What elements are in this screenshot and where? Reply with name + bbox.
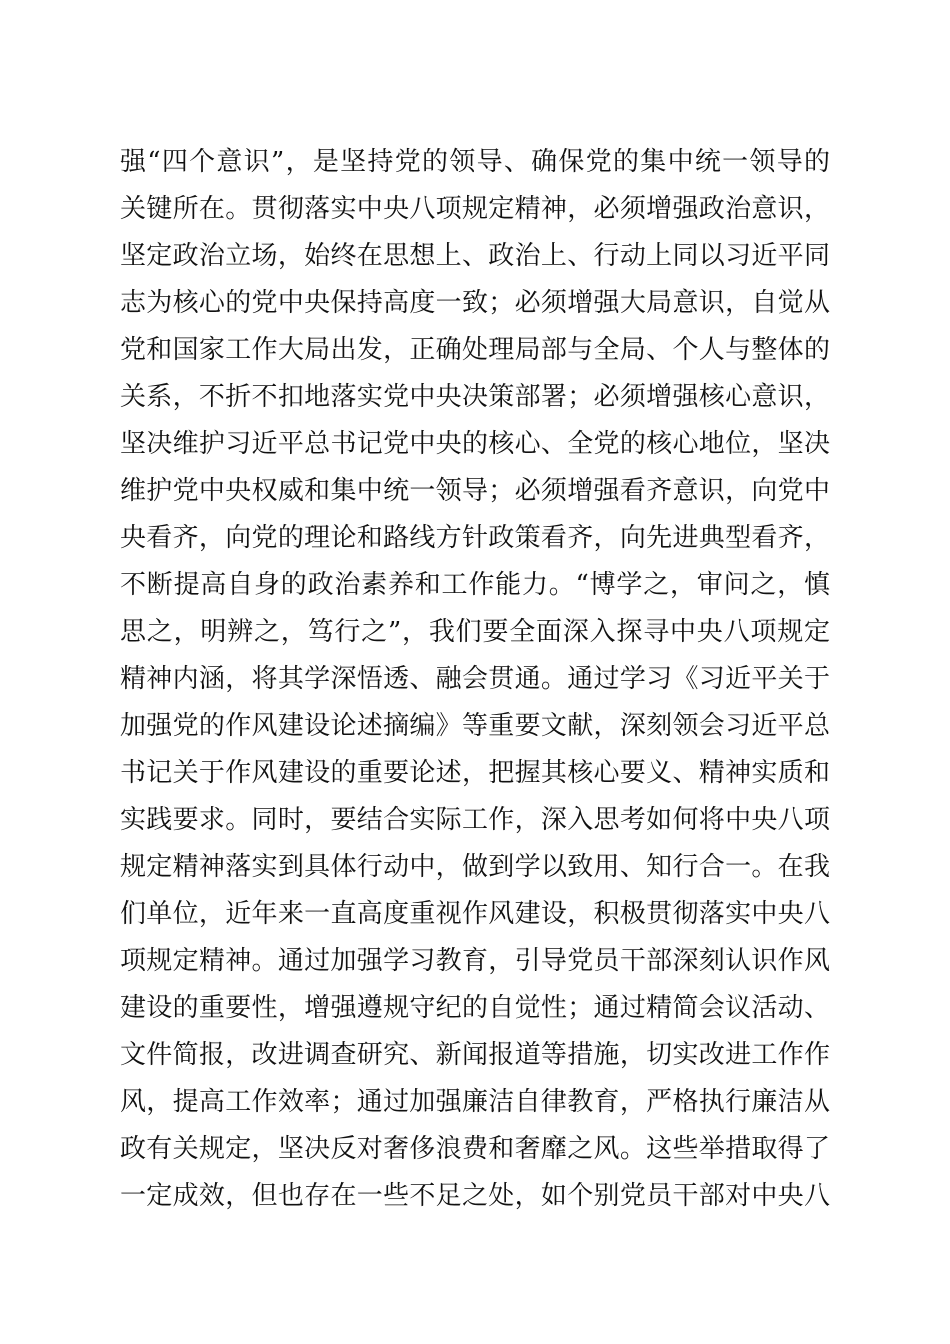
text-line: 关系，不折不扣地落实党中央决策部署；必须增强核心意识， bbox=[120, 382, 830, 412]
text-line: 坚定政治立场，始终在思想上、政治上、行动上同以习近平同 bbox=[120, 241, 830, 271]
text-line: 加强党的作风建设论述摘编》等重要文献，深刻领会习近平总 bbox=[120, 711, 830, 741]
text-line: 志为核心的党中央保持高度一致；必须增强大局意识，自觉从 bbox=[120, 288, 830, 318]
text-line: 们单位，近年来一直高度重视作风建设，积极贯彻落实中央八 bbox=[120, 899, 830, 929]
text-line: 强“四个意识”，是坚持党的领导、确保党的集中统一领导的 bbox=[120, 147, 830, 177]
text-line: 政有关规定，坚决反对奢侈浪费和奢靡之风。这些举措取得了 bbox=[120, 1134, 830, 1164]
text-line: 不断提高自身的政治素养和工作能力。“博学之，审问之，慎 bbox=[120, 570, 830, 600]
text-line: 思之，明辨之，笃行之”，我们要全面深入探寻中央八项规定 bbox=[120, 617, 830, 647]
text-line: 实践要求。同时，要结合实际工作，深入思考如何将中央八项 bbox=[120, 805, 830, 835]
text-line: 一定成效，但也存在一些不足之处，如个别党员干部对中央八 bbox=[120, 1181, 830, 1211]
text-line: 央看齐，向党的理论和路线方针政策看齐，向先进典型看齐， bbox=[120, 523, 830, 553]
body-paragraph bbox=[120, 139, 830, 1220]
text-line: 坚决维护习近平总书记党中央的核心、全党的核心地位，坚决 bbox=[120, 429, 830, 459]
text-line: 精神内涵，将其学深悟透、融会贯通。通过学习《习近平关于 bbox=[120, 664, 830, 694]
text-line: 建设的重要性，增强遵规守纪的自觉性；通过精简会议活动、 bbox=[120, 993, 830, 1023]
text-line: 书记关于作风建设的重要论述，把握其核心要义、精神实质和 bbox=[120, 758, 830, 788]
text-line: 规定精神落实到具体行动中，做到学以致用、知行合一。在我 bbox=[120, 852, 830, 882]
text-line: 风，提高工作效率；通过加强廉洁自律教育，严格执行廉洁从 bbox=[120, 1087, 830, 1117]
text-line: 关键所在。贯彻落实中央八项规定精神，必须增强政治意识， bbox=[120, 194, 830, 224]
text-line: 党和国家工作大局出发，正确处理局部与全局、个人与整体的 bbox=[120, 335, 830, 365]
text-line: 项规定精神。通过加强学习教育，引导党员干部深刻认识作风 bbox=[120, 946, 830, 976]
text-line: 维护党中央权威和集中统一领导；必须增强看齐意识，向党中 bbox=[120, 476, 830, 506]
text-line: 文件简报，改进调查研究、新闻报道等措施，切实改进工作作 bbox=[120, 1040, 830, 1070]
